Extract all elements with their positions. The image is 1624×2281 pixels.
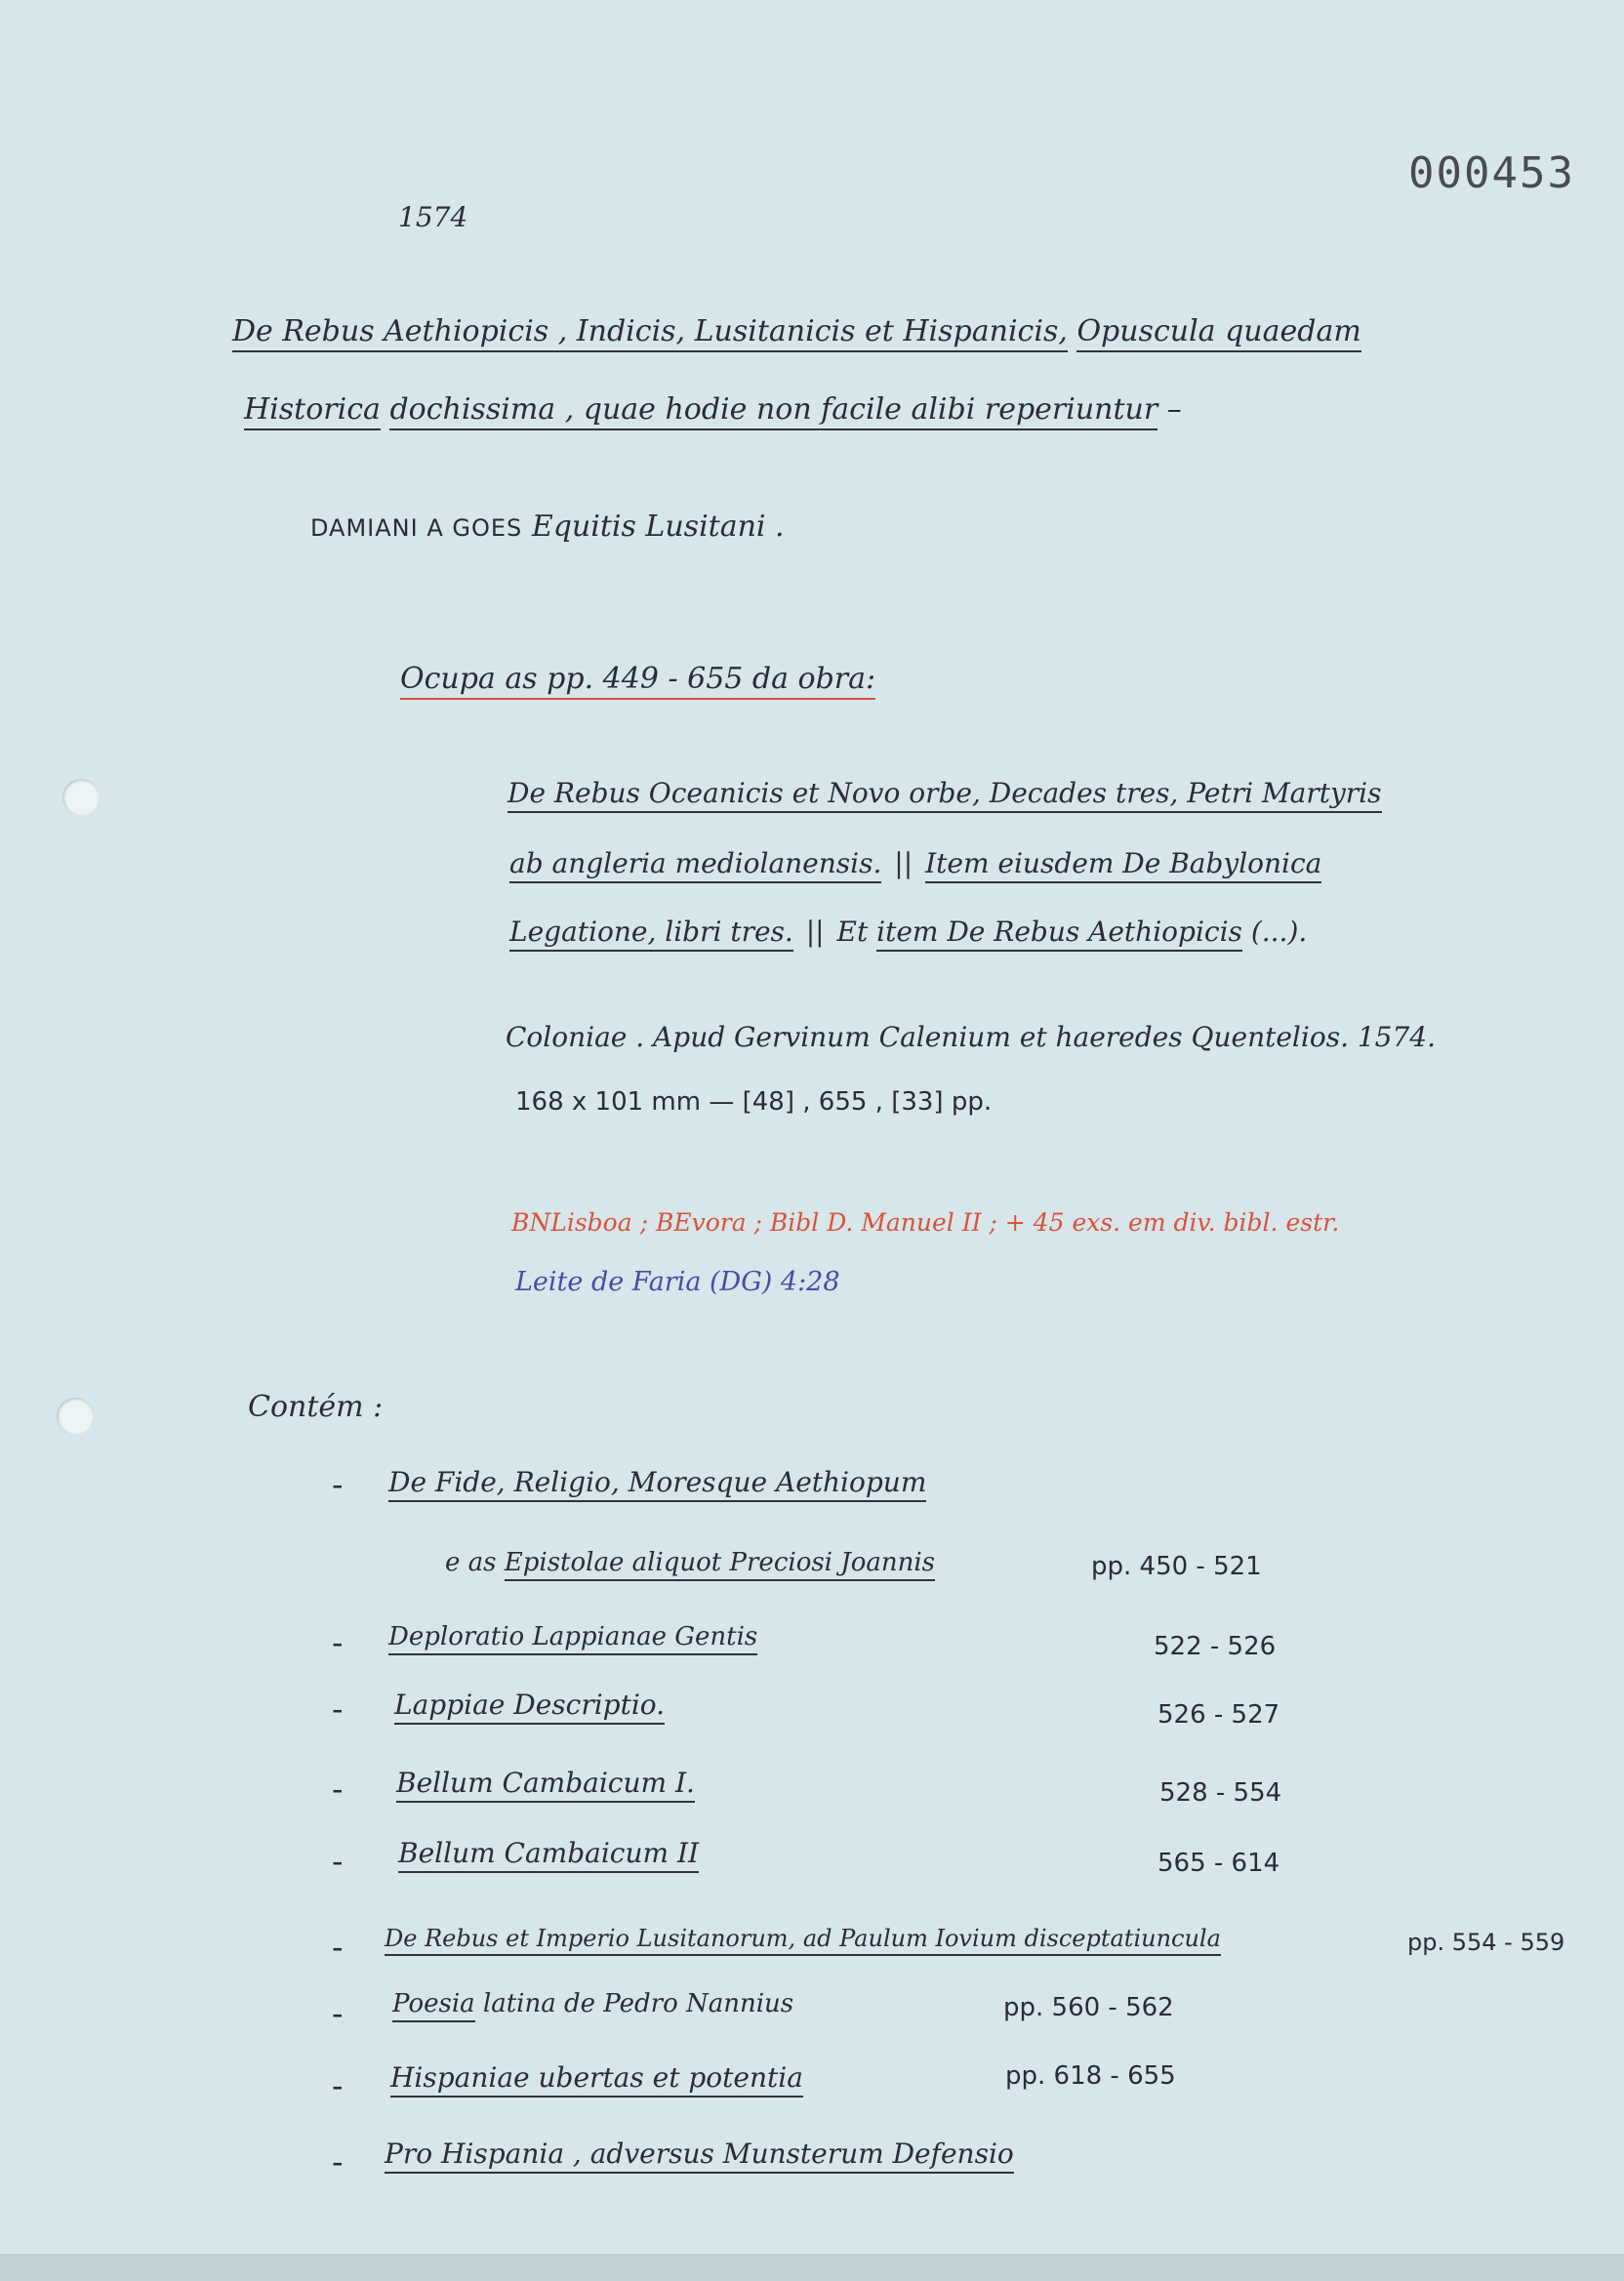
punch-hole [62, 779, 100, 816]
list-item-pages: pp. 554 - 559 [1407, 1929, 1565, 1956]
occupies-pages [400, 662, 875, 696]
holdings-libraries: BNLisboa ; BEvora ; Bibl D. Manuel II ; + 45 exs. em div. bibl. estr. [511, 1208, 1340, 1237]
author-name: DAMIANI A GOES [310, 514, 523, 542]
list-bullet: - [332, 1771, 344, 1808]
title-historica: Historica [244, 392, 381, 430]
list-item-suffix: latina de Pedro Nannius [482, 1989, 794, 2018]
title-line-1-main: De Rebus Aethiopicis , Indicis, Lusitanicis et Hispanicis, [232, 314, 1068, 352]
punch-hole [57, 1398, 94, 1435]
title-line-2-rest: dochissima , quae hodie non facile alibi reperiuntur [389, 392, 1157, 430]
list-item-title [385, 2138, 1014, 2170]
list-item-title-text: Pro Hispania , adversus Munsterum Defensio [385, 2138, 1014, 2174]
list-item-title [385, 1925, 1221, 1952]
imprint-format: 168 x 101 mm — [48] , 655 , [33] pp. [515, 1087, 993, 1117]
list-item-prefix: e as [445, 1548, 497, 1577]
list-item-title-text: De Rebus et Imperio Lusitanorum, ad Paulum Iovium disceptatiuncula [385, 1925, 1221, 1956]
list-item-title [398, 1837, 699, 1869]
list-bullet: - [332, 1995, 344, 2032]
list-bullet: - [332, 2067, 344, 2104]
list-item-title [396, 1767, 695, 1799]
author-rest: Equitis Lusitani . [531, 509, 785, 544]
list-item-pages: 528 - 554 [1159, 1778, 1282, 1808]
list-item-title-text: Epistolae aliquot Preciosi Joannis [505, 1548, 935, 1581]
list-item-title-text: Bellum Cambaicum II [398, 1837, 699, 1873]
list-bullet: - [332, 1624, 344, 1661]
list-item-pages: pp. 560 - 562 [1003, 1993, 1174, 2022]
list-bullet: - [332, 1466, 344, 1503]
list-item-pages: 526 - 527 [1157, 1700, 1280, 1730]
title-line-2-dash: – [1166, 392, 1182, 427]
source-line-3-c: item De Rebus Aethiopicis [876, 916, 1242, 952]
reference-citation: Leite de Faria (DG) 4:28 [515, 1267, 840, 1297]
list-item-title-text: Deploratio Lappianae Gentis [388, 1622, 757, 1655]
source-line-1 [508, 777, 1382, 809]
list-item-title [445, 1548, 935, 1577]
list-item-title-text: De Fide, Religio, Moresque Aethiopum [388, 1466, 926, 1502]
contents-label: Contém : [248, 1390, 384, 1424]
source-line-3-a: Legatione, libri tres. [509, 916, 793, 952]
list-bullet: - [332, 1690, 344, 1728]
year: 1574 [398, 201, 468, 233]
list-item-title-text: Lappiae Descriptio. [394, 1689, 665, 1725]
source-line-2 [509, 847, 1321, 879]
list-item-pages: 522 - 526 [1154, 1632, 1277, 1661]
list-bullet: - [332, 1929, 344, 1966]
source-line-2-b: Item eiusdem De Babylonica [925, 847, 1321, 883]
title-line-1-opuscula: Opuscula quaedam [1076, 314, 1360, 352]
occupies-pages-text: Ocupa as pp. 449 - 655 da obra: [400, 662, 875, 700]
imprint-place: Coloniae . Apud Gervinum Calenium et haeredes Quentelios. 1574. [506, 1021, 1437, 1053]
source-line-3-sep: || [805, 916, 825, 948]
list-item-title-text: Bellum Cambaicum I. [396, 1767, 695, 1803]
list-item-pages: 565 - 614 [1157, 1849, 1280, 1878]
author [310, 509, 785, 544]
title-line-2 [244, 392, 1182, 427]
source-line-1-text: De Rebus Oceanicis et Novo orbe, Decades tres, Petri Martyris [508, 777, 1382, 813]
source-line-2-a: ab angleria mediolanensis. [509, 847, 881, 883]
list-item-title [388, 1466, 926, 1498]
title-line-1 [232, 314, 1361, 348]
document-number-stamp: 000453 [1408, 148, 1575, 198]
list-bullet: - [332, 1843, 344, 1880]
scanner-edge [0, 2254, 1624, 2281]
list-item-title [392, 1989, 793, 2018]
source-line-2-sep: || [894, 847, 914, 879]
list-item-title [394, 1689, 665, 1721]
source-line-3-b: Et [836, 916, 869, 948]
list-item-title [390, 2061, 803, 2094]
list-item-title-text: Hispaniae ubertas et potentia [390, 2061, 803, 2098]
list-item-title [388, 1622, 757, 1651]
list-bullet: - [332, 2143, 344, 2180]
source-line-3-d: (...). [1250, 916, 1308, 948]
source-line-3 [509, 916, 1307, 948]
list-item-pages: pp. 450 - 521 [1091, 1552, 1262, 1581]
list-item-title-text: Poesia [392, 1989, 475, 2022]
list-item-pages: pp. 618 - 655 [1005, 2061, 1176, 2091]
